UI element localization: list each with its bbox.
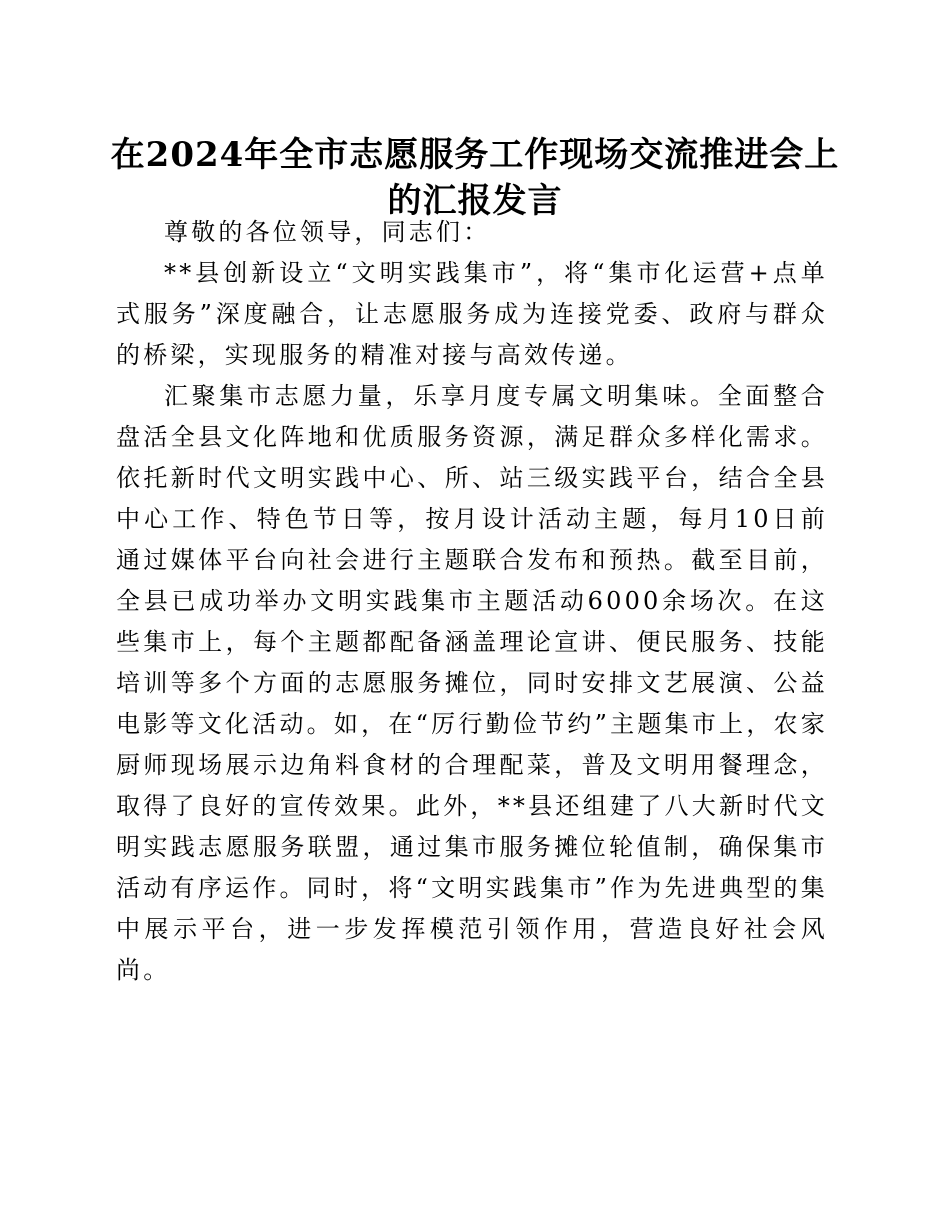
salutation: 尊敬的各位领导，同志们：: [164, 218, 491, 246]
document-body: [116, 212, 828, 991]
title-line-1: 在2024年全市志愿服务工作现场交流推进会上: [110, 135, 840, 175]
body-paragraph: 汇聚集市志愿力量，乐享月度专属文明集味。全面整合盘活全县文化阵地和优质服务资源，满足群众多样化需求。依托新时代文明实践中心、所、站三级实践平台，结合全县中心工作、特色节日等，按月设计活动主题，每月10日前通过媒体平台向社会进行主题联合发布和预热。截至目前，全县已成功举办文明实践集市主题活动6000余场次。在这些集市上，每个主题都配备涵盖理论宣讲、便民服务、技能培训等多个方面的志愿服务摊位，同时安排文艺展演、公益电影等文化活动。如，在“厉行勤俭节约”主题集市上，农家厨师现场展示边角料食材的合理配菜，普及文明用餐理念，取得了良好的宣传效果。此外，**县还组建了八大新时代文明实践志愿服务联盟，通过集市服务摊位轮值制，确保集市活动有序运作。同时，将“文明实践集市”作为先进典型的集中展示平台，进一步发挥模范引领作用，营造良好社会风尚。: [116, 382, 828, 984]
intro-paragraph: **县创新设立“文明实践集市”，将“集市化运营+点单式服务”深度融合，让志愿服务成为连接党委、政府与群众的桥梁，实现服务的精准对接与高效传递。: [116, 259, 828, 369]
title-line-2: 的汇报发言: [387, 181, 563, 221]
document-title: [100, 132, 850, 224]
